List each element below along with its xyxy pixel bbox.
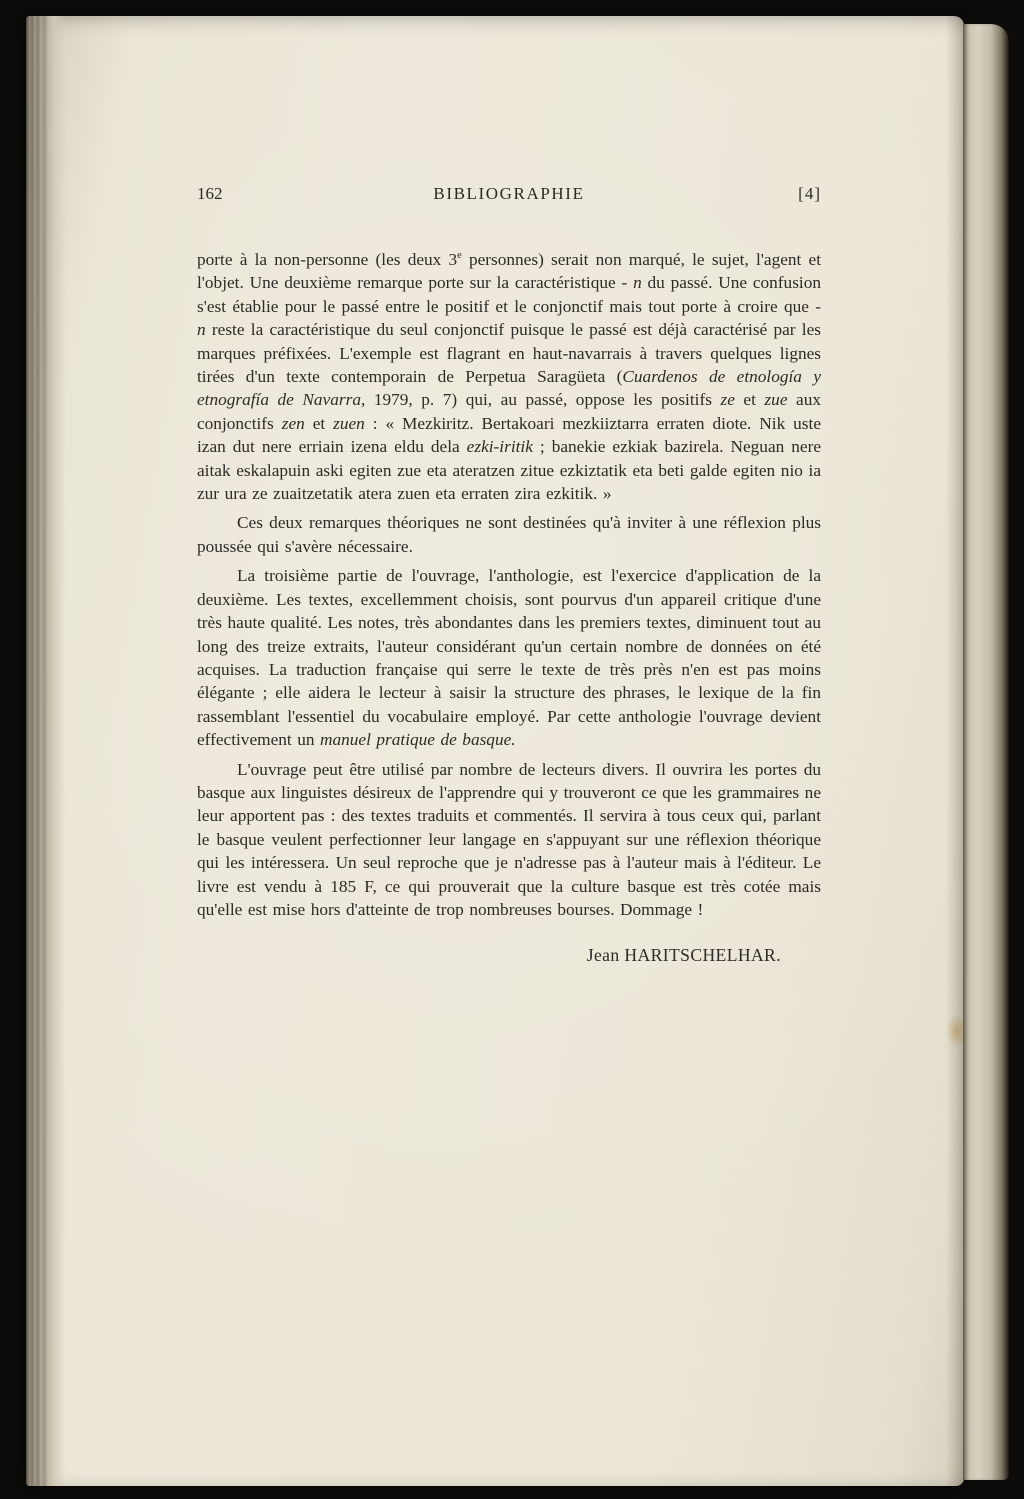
next-page-edge xyxy=(963,24,1009,1480)
italic-text: n xyxy=(633,273,642,293)
body-text-run: porte à la non-personne (les deux 3 xyxy=(197,250,458,269)
issue-mark: [4] xyxy=(798,184,821,203)
book-page xyxy=(26,16,964,1486)
body-text-run: ; banekie ezkiak bazirela. Neguan nere aitak eskalapuin aski egiten zue eta ateratzen zitue ezkiztatik eta beti galde egiten nio ia zur ura ze zuaitzetatik atera zuen eta erraten zira ezkitik. » xyxy=(197,437,821,504)
italic-text: Cuardenos de etnología y etnografía de Navarra, xyxy=(197,367,822,410)
italic-text: zue xyxy=(764,390,788,410)
italic-text: n xyxy=(197,320,206,340)
page-number: 162 xyxy=(197,184,223,203)
printed-content xyxy=(197,184,821,966)
body-text-run: Ces deux remarques théoriques ne sont destinées qu'à inviter à une réflexion plus poussée qui s'avère nécessaire. xyxy=(197,513,821,556)
italic-text: ezki-iritik xyxy=(466,437,533,457)
body-text-run: La troisième partie de l'ouvrage, l'anthologie, est l'exercice d'application de la deuxième. Les textes, excellemment choisis, sont pourvus d'un appareil critique d'une très haute qualité. Les notes, très abondantes dans les premiers textes, diminuent tout au long des treize extraits, l'auteur considérant qu'un certain nombre de données on été acquises. La traduction française qui serre le texte de très près n'en est pas moins élégante ; elle aidera le lecteur à saisir la structure des phrases, le lexique de la fin rassemblant l'essentiel du vocabulaire employé. Par cette anthologie l'ouvrage devient effectivement un xyxy=(197,566,821,750)
italic-text: manuel pratique de basque. xyxy=(320,730,516,750)
italic-text: zuen xyxy=(333,413,365,433)
body-text-run: et xyxy=(734,390,765,410)
running-header xyxy=(197,184,821,204)
text-block xyxy=(197,248,821,921)
paragraph xyxy=(197,564,821,751)
superscript-text: e xyxy=(457,250,462,262)
italic-text: zen xyxy=(281,413,305,433)
paragraph xyxy=(197,248,821,505)
body-text-run: et xyxy=(304,413,334,433)
body-text-run: : « Mezkiritz. Bertakoari mezkiiztarra erraten diote. Nik uste izan dut nere erriain izena eldu dela xyxy=(197,413,821,457)
body-text-run: reste la caractéristique du seul conjonctif puisque le passé est déjà caractérisé par les marques préfixées. L'exemple est flagrant en haut-navarrais à travers quelques lignes tirées d'un texte contemporain de Perpetua Saragüeta ( xyxy=(197,320,821,387)
italic-text: ze xyxy=(720,390,735,410)
body-text-run: 1979, p. 7) qui, au passé, oppose les positifs xyxy=(365,390,721,410)
paragraph xyxy=(197,758,821,922)
body-text-run: L'ouvrage peut être utilisé par nombre de lecteurs divers. Il ouvrira les portes du basque aux linguistes désireux de l'apprendre qui y trouveront ce que les grammaires ne leur apportent pas : des textes traduits et commentés. Il servira à tous ceux qui, parlant le basque veulent perfectionner leur langage en s'appuyant sur une réflexion théorique qui les intéressera. Un seul reproche que je n'adresse pas à l'auteur mais à l'éditeur. Le livre est vendu à 185 F, ce qui prouverait que la culture basque est très cotée mais qu'elle est mise hors d'atteinte de trop nombreuses bourses. Dommage ! xyxy=(197,759,821,919)
paragraph xyxy=(197,511,821,558)
running-title: BIBLIOGRAPHIE xyxy=(433,184,585,203)
author-signature: Jean HARITSCHELHAR. xyxy=(586,945,781,966)
body-text-run: personnes) serait non marqué, le sujet, l'agent et l'objet. Une deuxième remarque porte sur la caractéristique - xyxy=(197,250,821,293)
body-text-run: aux conjonctifs xyxy=(197,390,821,433)
body-text-run: du passé. Une confusion s'est établie pour le passé entre le positif et le conjonctif mais tout porte à croire que - xyxy=(197,273,821,316)
